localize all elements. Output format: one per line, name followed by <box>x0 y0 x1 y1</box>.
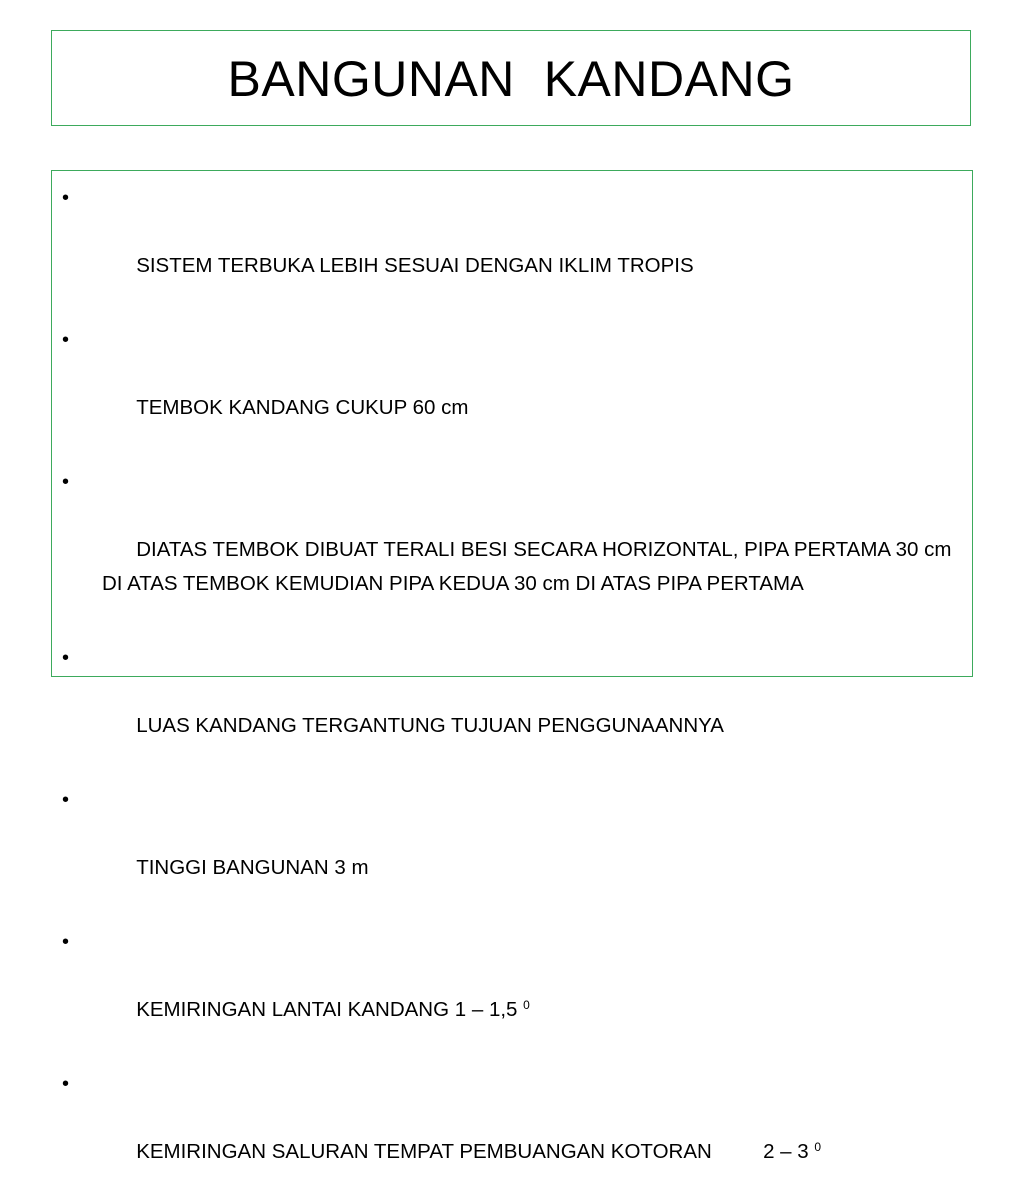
bullet-text: DIATAS TEMBOK DIBUAT TERALI BESI SECARA HORIZONTAL, PIPA PERTAMA 30 cm DI ATAS TEMBOK KEMUDIAN PIPA KEDUA 30 cm DI ATAS PIPA PERTAMA <box>102 538 958 595</box>
bullet-text: KEMIRINGAN SALURAN TEMPAT PEMBUANGAN KOTORAN 2 – 3 <box>136 1140 815 1163</box>
bullet-item <box>60 465 960 635</box>
bullet-icon: • <box>62 789 70 811</box>
bullet-item <box>60 323 960 459</box>
degree-superscript: 0 <box>523 998 530 1012</box>
bullet-item <box>60 1067 960 1203</box>
bullet-text: TINGGI BANGUNAN 3 m <box>136 856 369 879</box>
bullet-item <box>60 783 960 919</box>
bullet-icon: • <box>62 329 70 351</box>
bullet-text: TEMBOK KANDANG CUKUP 60 cm <box>136 396 469 419</box>
bullet-icon: • <box>62 187 70 209</box>
bullet-icon: • <box>62 647 70 669</box>
title-placeholder <box>51 30 971 126</box>
degree-superscript: 0 <box>814 1140 822 1154</box>
bullet-item <box>60 641 960 777</box>
bullet-icon: • <box>62 471 70 493</box>
bullet-text: LUAS KANDANG TERGANTUNG TUJUAN PENGGUNAANNYA <box>136 714 724 737</box>
bullet-list <box>52 171 972 1203</box>
bullet-item <box>60 925 960 1061</box>
bullet-icon: • <box>62 1073 70 1095</box>
bullet-text: SISTEM TERBUKA LEBIH SESUAI DENGAN IKLIM TROPIS <box>136 254 694 277</box>
slide-title: BANGUNAN KANDANG <box>227 51 795 107</box>
bullet-item <box>60 181 960 317</box>
bullet-text: KEMIRINGAN LANTAI KANDANG 1 – 1,5 <box>136 998 524 1021</box>
content-placeholder <box>51 170 973 1163</box>
bullet-icon: • <box>62 931 70 953</box>
